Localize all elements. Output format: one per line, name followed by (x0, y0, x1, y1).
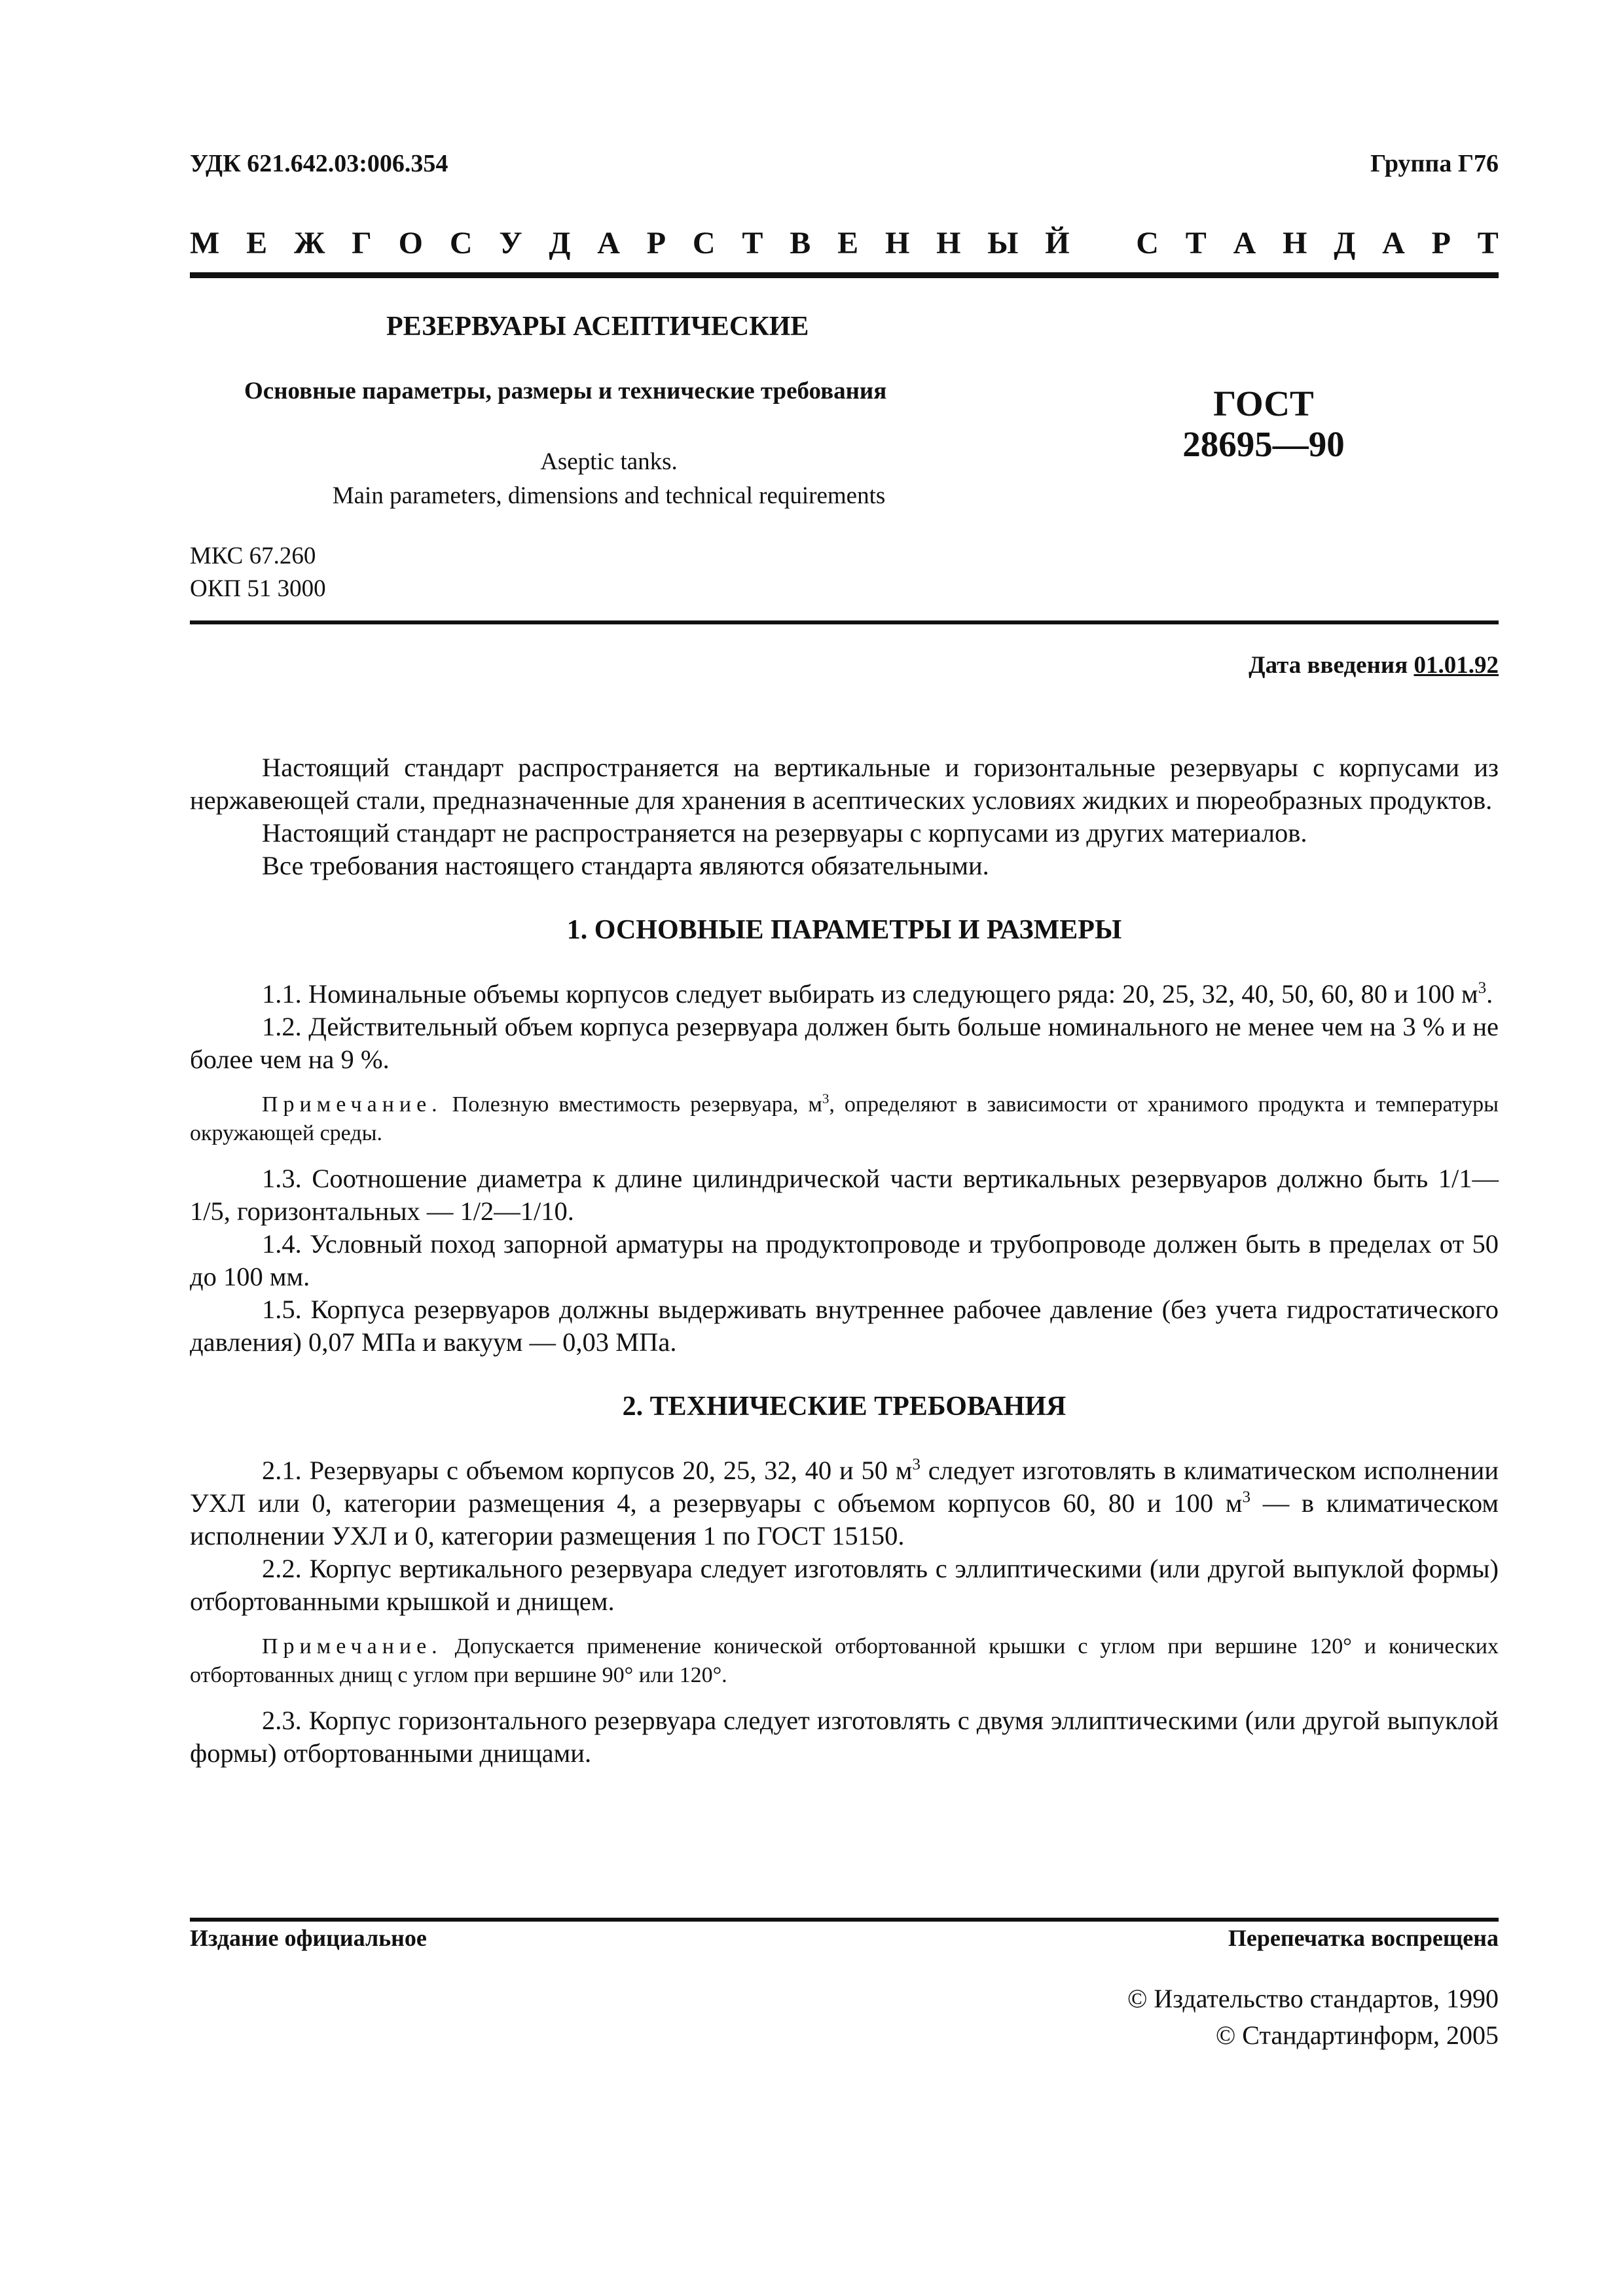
english-title-line1: Aseptic tanks. (540, 448, 678, 475)
standard-banner (190, 228, 1499, 259)
banner-letter: А (597, 226, 620, 260)
banner-letter: Ы (987, 226, 1019, 260)
clause-2-1: 2.1. Резервуары с объемом корпусов 20, 25, 32, 40 и 50 $м^3$ следует изготовлять в климатическом исполнении УХЛ или 0, категории размещения 4, а резервуары с объемом корпусов 60, 80 и 100 $м^3$ — в климатическом исполнении УХЛ и 0, категории размещения 1 по ГОСТ 15150. (190, 1455, 1499, 1551)
banner-letter: Д (549, 226, 571, 260)
section-2-heading: 2. ТЕХНИЧЕСКИЕ ТРЕБОВАНИЯ (622, 1391, 1067, 1422)
section-2-note: Примечание. Допускается применение конической отбортованной крышки с углом при вершине 120° и конических отбортованных днищ с углом при вершине 90° или 120°. (190, 1634, 1499, 1687)
banner-letter: А (1233, 226, 1256, 260)
banner-letter: Г (352, 226, 372, 260)
banner-letter: Р (1431, 226, 1451, 260)
banner-letter: Р (646, 226, 666, 260)
copyright-2005: © Стандартинформ, 2005 (1215, 2020, 1499, 2050)
udk-code: УДК 621.642.03:006.354 (190, 150, 448, 177)
document-subtitle: Основные параметры, размеры и технические требования (244, 378, 887, 404)
official-edition: Издание официальное (190, 1925, 427, 1951)
banner-letter: А (1382, 226, 1405, 260)
clause-1-4: 1.4. Условный поход запорной арматуры на продуктопроводе и трубопроводе должен быть в пределах от 50 до 100 мм. (190, 1229, 1499, 1291)
english-title-line2: Main parameters, dimensions and technical requirements (332, 482, 886, 509)
copyright-1990: © Издательство стандартов, 1990 (1127, 1984, 1499, 2013)
copyright-block (1127, 1981, 1499, 2054)
banner-letter: Т (742, 226, 763, 260)
gost-label: ГОСТ (1213, 384, 1314, 423)
banner-letter: Е (246, 226, 268, 260)
banner-letter: О (398, 226, 423, 260)
banner-letter: Й (1045, 226, 1070, 260)
effective-date-label: Дата введения (1249, 652, 1408, 679)
intro-paragraph-2: Настоящий стандарт не распространяется на резервуары с корпусами из других материалов. (262, 818, 1307, 848)
document-body (190, 751, 1499, 1770)
banner-letter: В (790, 226, 811, 260)
banner-letter: М (190, 226, 220, 260)
group-code: Группа Г76 (1370, 150, 1499, 177)
gost-designation (1165, 384, 1362, 465)
okp-code: ОКП 51 3000 (190, 575, 326, 602)
top-divider (190, 272, 1499, 278)
clause-1-5: 1.5. Корпуса резервуаров должны выдерживать внутреннее рабочее давление (без учета гидростатического давления) 0,07 МПа и вакуум — 0,03 МПа. (190, 1295, 1499, 1357)
intro-paragraph-1: Настоящий стандарт распространяется на вертикальные и горизонтальные резервуары с корпусами из нержавеющей стали, предназначенные для хранения в асептических условиях жидких и пюреобразных продуктов. (190, 753, 1499, 815)
clause-2-3: 2.3. Корпус горизонтального резервуара следует изготовлять с двумя эллиптическими (или другой выпуклой формы) отбортованными днищами. (190, 1706, 1499, 1768)
footer-divider (190, 1918, 1499, 1922)
effective-date (1249, 651, 1499, 679)
banner-letter: Ж (293, 226, 325, 260)
gost-number: 28695—90 (1182, 424, 1345, 464)
banner-letter: С (449, 226, 473, 260)
banner-word-gap (1096, 228, 1109, 259)
banner-letter: Д (1334, 226, 1356, 260)
reprint-prohibited: Перепечатка воспрещена (1228, 1925, 1499, 1951)
banner-letter: Т (1477, 226, 1499, 260)
banner-letter: Н (884, 226, 910, 260)
banner-letter: Е (837, 226, 859, 260)
clause-1-1: 1.1. Номинальные объемы корпусов следует выбирать из следующего ряда: 20, 25, 32, 40, 50, 60, 80 и 100 $м^3$. (262, 978, 1493, 1009)
english-title (249, 445, 969, 513)
intro-paragraph-3: Все требования настоящего стандарта являются обязательными. (262, 851, 989, 880)
banner-letter: Н (936, 226, 961, 260)
document-title: РЕЗЕРВУАРЫ АСЕПТИЧЕСКИЕ (386, 312, 809, 342)
section-1-note: Примечание. Полезную вместимость резервуара, $м^3$, определяют в зависимости от хранимого продукта и температуры окружающей среды. (190, 1090, 1499, 1145)
clause-2-2: 2.2. Корпус вертикального резервуара следует изготовлять с эллиптическими (или другой выпуклой формы) отбортованными крышкой и днищем. (190, 1554, 1499, 1616)
section-1-heading: 1. ОСНОВНЫЕ ПАРАМЕТРЫ И РАЗМЕРЫ (566, 915, 1122, 945)
banner-letter: Т (1185, 226, 1207, 260)
banner-letter: С (1136, 226, 1159, 260)
banner-letter: У (499, 226, 522, 260)
clause-1-3: 1.3. Соотношение диаметра к длине цилиндрической части вертикальных резервуаров должно быть 1/1—1/5, горизонтальных — 1/2—1/10. (190, 1164, 1499, 1226)
classification-codes (190, 540, 326, 605)
banner-letter: С (692, 226, 716, 260)
mks-code: МКС 67.260 (190, 543, 316, 569)
banner-letter: Н (1283, 226, 1307, 260)
header-divider (190, 620, 1499, 624)
clause-1-2: 1.2. Действительный объем корпуса резервуара должен быть больше номинального не менее чем на 3 % и не более чем на 9 %. (190, 1012, 1499, 1074)
effective-date-value: 01.01.92 (1413, 652, 1499, 679)
